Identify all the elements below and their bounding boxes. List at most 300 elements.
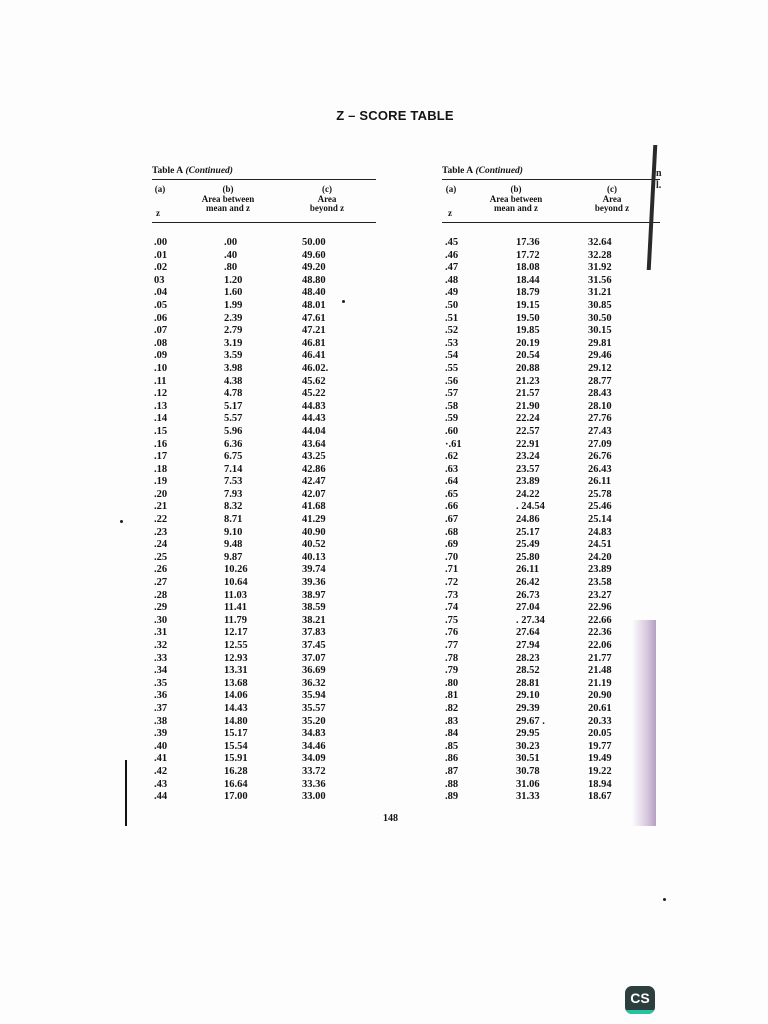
- z-value: .49: [445, 287, 459, 299]
- area-beyond-z: 26.76: [588, 451, 612, 463]
- z-label: z: [448, 208, 452, 218]
- table-row: [152, 539, 376, 552]
- area-beyond-z: 46.41: [302, 350, 326, 362]
- z-value: .50: [445, 299, 459, 311]
- table-row: [442, 363, 660, 376]
- table-row: [442, 338, 660, 351]
- table-header: [442, 180, 660, 222]
- area-between-mean-and-z: 5.17: [224, 400, 243, 412]
- table-row: [152, 766, 376, 779]
- table-row: [442, 703, 660, 716]
- table-row: [442, 791, 660, 804]
- area-between-mean-and-z: 11.41: [224, 602, 248, 614]
- area-beyond-z: 42.07: [302, 488, 326, 500]
- area-between-mean-and-z: 17.00: [224, 791, 248, 803]
- area-beyond-z: 44.83: [302, 400, 326, 412]
- z-value: .34: [154, 665, 168, 677]
- area-beyond-z: 28.77: [588, 375, 612, 387]
- table-row: [152, 401, 376, 414]
- table-row: [442, 653, 660, 666]
- z-value: 03: [154, 274, 165, 286]
- table-row: [442, 615, 660, 628]
- area-beyond-z: 26.43: [588, 463, 612, 475]
- area-beyond-z: 35.57: [302, 702, 326, 714]
- area-beyond-z: 23.89: [588, 564, 612, 576]
- adjacent-page-text: l.: [656, 180, 662, 191]
- table-row: [152, 350, 376, 363]
- area-between-mean-and-z: 12.17: [224, 627, 248, 639]
- z-value: .79: [445, 665, 459, 677]
- table-row: [442, 590, 660, 603]
- area-beyond-z: 28.43: [588, 388, 612, 400]
- area-between-mean-and-z: 29.39: [516, 702, 540, 714]
- table-row: [442, 237, 660, 250]
- area-between-mean-and-z: 3.59: [224, 350, 243, 362]
- z-value: .00: [154, 237, 168, 248]
- z-table-left: [152, 163, 376, 804]
- margin-pen-mark: [125, 760, 127, 826]
- z-value: .42: [154, 765, 168, 777]
- area-beyond-z: 21.19: [588, 677, 612, 689]
- area-beyond-z: 49.60: [302, 249, 326, 261]
- z-value: .44: [154, 791, 168, 803]
- area-between-mean-and-z: 22.24: [516, 413, 540, 425]
- z-value: .75: [445, 614, 459, 626]
- z-value: .18: [154, 463, 168, 475]
- col-b-header: [472, 185, 560, 214]
- z-value: .70: [445, 551, 459, 563]
- table-row: [152, 376, 376, 389]
- z-value: .88: [445, 778, 459, 790]
- z-value: .52: [445, 325, 459, 337]
- area-between-mean-and-z: 22.57: [516, 425, 540, 437]
- table-row: [442, 741, 660, 754]
- area-between-mean-and-z: 28.23: [516, 652, 540, 664]
- area-between-mean-and-z: 13.68: [224, 677, 248, 689]
- z-value: .04: [154, 287, 168, 299]
- z-value: .84: [445, 728, 459, 740]
- z-value: .30: [154, 614, 168, 626]
- area-beyond-z: 47.21: [302, 325, 326, 337]
- col-a-header: [152, 185, 168, 195]
- table-row: [442, 602, 660, 615]
- area-between-mean-and-z: 17.72: [516, 249, 540, 261]
- col-c-label-line2: beyond z: [594, 203, 630, 213]
- z-value: .51: [445, 312, 459, 324]
- table-row: [442, 627, 660, 640]
- table-row: [442, 275, 660, 288]
- area-beyond-z: 21.77: [588, 652, 612, 664]
- area-between-mean-and-z: 30.78: [516, 765, 540, 777]
- area-between-mean-and-z: 29.67 .: [516, 715, 545, 727]
- binding-shadow: [632, 620, 656, 826]
- col-b-letter: (b): [222, 184, 234, 194]
- area-between-mean-and-z: 9.48: [224, 539, 243, 551]
- col-a-header: [442, 185, 460, 195]
- table-row: [442, 325, 660, 338]
- area-beyond-z: 29.46: [588, 350, 612, 362]
- area-between-mean-and-z: 8.32: [224, 501, 243, 513]
- area-between-mean-and-z: 15.54: [224, 740, 248, 752]
- speck: [663, 898, 666, 901]
- col-c-header: [292, 185, 362, 214]
- area-beyond-z: 23.27: [588, 589, 612, 601]
- z-value: .53: [445, 337, 459, 349]
- table-row: [152, 451, 376, 464]
- area-beyond-z: 37.07: [302, 652, 326, 664]
- table-row: [152, 237, 376, 250]
- z-value: .41: [154, 753, 168, 765]
- area-between-mean-and-z: 1.60: [224, 287, 243, 299]
- z-value: .74: [445, 602, 459, 614]
- area-beyond-z: 46.81: [302, 337, 326, 349]
- table-row: [442, 476, 660, 489]
- area-between-mean-and-z: . 24.54: [516, 501, 545, 513]
- table-row: [442, 527, 660, 540]
- area-between-mean-and-z: 8.71: [224, 514, 243, 526]
- table-row: [442, 766, 660, 779]
- z-value: .65: [445, 488, 459, 500]
- area-between-mean-and-z: 20.88: [516, 362, 540, 374]
- table-row: [152, 439, 376, 452]
- area-beyond-z: 35.94: [302, 690, 326, 702]
- area-between-mean-and-z: 27.64: [516, 627, 540, 639]
- z-value: .15: [154, 425, 168, 437]
- z-value: .72: [445, 577, 459, 589]
- z-value: .39: [154, 728, 168, 740]
- z-value: .73: [445, 589, 459, 601]
- z-value: .31: [154, 627, 168, 639]
- table-row: [442, 350, 660, 363]
- area-beyond-z: 24.20: [588, 551, 612, 563]
- z-value: .06: [154, 312, 168, 324]
- area-beyond-z: 43.25: [302, 451, 326, 463]
- z-value: .60: [445, 425, 459, 437]
- area-between-mean-and-z: . 27.34: [516, 614, 545, 626]
- z-value: .24: [154, 539, 168, 551]
- area-beyond-z: 40.13: [302, 551, 326, 563]
- area-beyond-z: 24.83: [588, 526, 612, 538]
- table-header: [152, 180, 376, 222]
- area-beyond-z: 22.66: [588, 614, 612, 626]
- area-between-mean-and-z: 3.19: [224, 337, 243, 349]
- area-between-mean-and-z: 30.23: [516, 740, 540, 752]
- area-between-mean-and-z: 24.22: [516, 488, 540, 500]
- table-row: [152, 363, 376, 376]
- table-row: [442, 300, 660, 313]
- col-c-letter: (c): [322, 184, 332, 194]
- col-c-header: [582, 185, 642, 214]
- camscanner-logo: CS: [625, 986, 655, 1014]
- table-row: [442, 779, 660, 792]
- area-beyond-z: 43.64: [302, 438, 326, 450]
- table-row: [152, 250, 376, 263]
- z-value: .55: [445, 362, 459, 374]
- area-between-mean-and-z: 6.36: [224, 438, 243, 450]
- area-between-mean-and-z: 1.20: [224, 274, 243, 286]
- col-c-label-line1: Area: [317, 193, 337, 204]
- z-value: .22: [154, 514, 168, 526]
- area-beyond-z: 34.46: [302, 740, 326, 752]
- area-beyond-z: 40.52: [302, 539, 326, 551]
- area-beyond-z: 37.45: [302, 640, 326, 651]
- area-beyond-z: 38.97: [302, 589, 326, 601]
- area-beyond-z: 19.77: [588, 740, 612, 752]
- z-value: .67: [445, 514, 459, 526]
- area-between-mean-and-z: .00: [224, 237, 238, 248]
- z-value: .07: [154, 325, 168, 337]
- area-beyond-z: 39.36: [302, 577, 326, 589]
- table-row: [442, 376, 660, 389]
- area-beyond-z: 46.02.: [302, 362, 329, 374]
- z-value: .21: [154, 501, 168, 513]
- col-a-letter: (a): [154, 184, 166, 194]
- area-between-mean-and-z: 2.79: [224, 325, 243, 337]
- area-between-mean-and-z: 19.15: [516, 299, 540, 311]
- z-value: .37: [154, 702, 168, 714]
- table-row: [152, 665, 376, 678]
- z-value: .13: [154, 400, 168, 412]
- area-beyond-z: 22.36: [588, 627, 612, 639]
- z-value: .78: [445, 652, 459, 664]
- area-beyond-z: 34.83: [302, 728, 326, 740]
- area-beyond-z: 25.46: [588, 501, 612, 513]
- table-header-rule: [152, 222, 376, 223]
- area-beyond-z: 34.09: [302, 753, 326, 765]
- table-row: [152, 564, 376, 577]
- z-value: .08: [154, 337, 168, 349]
- area-beyond-z: 22.06: [588, 640, 612, 651]
- area-between-mean-and-z: 6.75: [224, 451, 243, 463]
- area-beyond-z: 24.51: [588, 539, 612, 551]
- area-beyond-z: 32.28: [588, 249, 612, 261]
- area-between-mean-and-z: 7.53: [224, 476, 243, 488]
- area-between-mean-and-z: 4.38: [224, 375, 243, 387]
- z-value: .29: [154, 602, 168, 614]
- area-beyond-z: 41.29: [302, 514, 326, 526]
- table-row: [152, 262, 376, 275]
- area-beyond-z: 20.05: [588, 728, 612, 740]
- z-value: .12: [154, 388, 168, 400]
- z-value: .89: [445, 791, 459, 803]
- area-between-mean-and-z: 31.06: [516, 778, 540, 790]
- speck: [342, 300, 345, 303]
- table-row: [152, 287, 376, 300]
- z-value: .43: [154, 778, 168, 790]
- z-value: .16: [154, 438, 168, 450]
- z-value: .68: [445, 526, 459, 538]
- area-beyond-z: 30.50: [588, 312, 612, 324]
- col-b-label-line1: Area between: [201, 193, 255, 204]
- z-value: .83: [445, 715, 459, 727]
- area-between-mean-and-z: 2.39: [224, 312, 243, 324]
- table-row: [442, 753, 660, 766]
- area-between-mean-and-z: 25.80: [516, 551, 540, 563]
- table-row: [152, 640, 376, 653]
- area-beyond-z: 27.09: [588, 438, 612, 450]
- table-row: [152, 791, 376, 804]
- table-row: [152, 716, 376, 729]
- area-beyond-z: 38.59: [302, 602, 326, 614]
- z-value: .02: [154, 262, 168, 274]
- z-value: .40: [154, 740, 168, 752]
- table-row: [442, 577, 660, 590]
- area-between-mean-and-z: 9.10: [224, 526, 243, 538]
- z-value: .23: [154, 526, 168, 538]
- area-between-mean-and-z: 28.81: [516, 677, 540, 689]
- area-between-mean-and-z: 10.26: [224, 564, 248, 576]
- area-between-mean-and-z: 19.50: [516, 312, 540, 324]
- area-between-mean-and-z: 18.79: [516, 287, 540, 299]
- area-between-mean-and-z: 27.04: [516, 602, 540, 614]
- table-row: [152, 476, 376, 489]
- area-beyond-z: 31.21: [588, 287, 612, 299]
- area-beyond-z: 32.64: [588, 237, 612, 248]
- col-b-letter: (b): [510, 184, 522, 194]
- area-between-mean-and-z: 21.23: [516, 375, 540, 387]
- speck: [120, 520, 123, 523]
- z-value: .71: [445, 564, 459, 576]
- area-between-mean-and-z: 21.90: [516, 400, 540, 412]
- area-beyond-z: 21.48: [588, 665, 612, 677]
- table-row: [152, 577, 376, 590]
- table-row: [442, 464, 660, 477]
- table-row: [152, 703, 376, 716]
- area-beyond-z: 26.11: [588, 476, 612, 488]
- z-value: .57: [445, 388, 459, 400]
- table-row: [442, 678, 660, 691]
- z-value: .01: [154, 249, 168, 261]
- area-between-mean-and-z: 24.86: [516, 514, 540, 526]
- table-row: [152, 627, 376, 640]
- table-caption-suffix: (Continued): [475, 166, 523, 176]
- area-beyond-z: 41.68: [302, 501, 326, 513]
- area-beyond-z: 18.94: [588, 778, 612, 790]
- area-between-mean-and-z: 20.54: [516, 350, 540, 362]
- area-between-mean-and-z: 15.17: [224, 728, 248, 740]
- col-a-letter: (a): [445, 184, 457, 194]
- area-between-mean-and-z: 31.33: [516, 791, 540, 803]
- area-beyond-z: 47.61: [302, 312, 326, 324]
- table-row: [442, 401, 660, 414]
- table-row: [152, 514, 376, 527]
- table-row: [152, 501, 376, 514]
- area-between-mean-and-z: 16.28: [224, 765, 248, 777]
- z-value: .25: [154, 551, 168, 563]
- table-row: [152, 590, 376, 603]
- area-beyond-z: 33.36: [302, 778, 326, 790]
- area-beyond-z: 25.78: [588, 488, 612, 500]
- area-between-mean-and-z: 29.95: [516, 728, 540, 740]
- table-row: [152, 527, 376, 540]
- z-value: .56: [445, 375, 459, 387]
- table-row: [152, 552, 376, 565]
- area-between-mean-and-z: 7.93: [224, 488, 243, 500]
- z-value: .27: [154, 577, 168, 589]
- area-between-mean-and-z: 21.57: [516, 388, 540, 400]
- area-beyond-z: 20.33: [588, 715, 612, 727]
- adjacent-page-fragment: [656, 168, 662, 192]
- col-b-label-line2: mean and z: [205, 203, 250, 213]
- area-beyond-z: 50.00: [302, 237, 326, 248]
- area-beyond-z: 35.20: [302, 715, 326, 727]
- table-row: [442, 665, 660, 678]
- table-row: [442, 388, 660, 401]
- area-beyond-z: 31.92: [588, 262, 612, 274]
- area-beyond-z: 19.49: [588, 753, 612, 765]
- area-between-mean-and-z: 4.78: [224, 388, 243, 400]
- area-between-mean-and-z: 7.14: [224, 463, 243, 475]
- table-row: [442, 413, 660, 426]
- z-value: .28: [154, 589, 168, 601]
- area-between-mean-and-z: 3.98: [224, 362, 243, 374]
- table-row: [442, 564, 660, 577]
- area-beyond-z: 30.15: [588, 325, 612, 337]
- table-caption: [152, 163, 376, 179]
- area-between-mean-and-z: 13.31: [224, 665, 248, 677]
- area-beyond-z: 18.67: [588, 791, 612, 803]
- table-row: [442, 439, 660, 452]
- z-value: .48: [445, 274, 459, 286]
- area-beyond-z: 20.90: [588, 690, 612, 702]
- area-beyond-z: 48.01: [302, 299, 326, 311]
- z-value: .05: [154, 299, 168, 311]
- z-value: .17: [154, 451, 168, 463]
- col-c-label-line1: Area: [602, 193, 622, 204]
- z-value: .35: [154, 677, 168, 689]
- page-number: 148: [383, 813, 398, 824]
- area-between-mean-and-z: 26.42: [516, 577, 540, 589]
- table-row: [152, 602, 376, 615]
- z-value: .59: [445, 413, 459, 425]
- area-beyond-z: 22.96: [588, 602, 612, 614]
- area-between-mean-and-z: 25.17: [516, 526, 540, 538]
- area-between-mean-and-z: 16.64: [224, 778, 248, 790]
- table-row: [152, 275, 376, 288]
- table-row: [152, 313, 376, 326]
- area-between-mean-and-z: 22.91: [516, 438, 540, 450]
- table-row: [152, 779, 376, 792]
- area-beyond-z: 38.21: [302, 614, 326, 626]
- z-value: .80: [445, 677, 459, 689]
- adjacent-page-text: n: [656, 168, 662, 179]
- table-row: [152, 325, 376, 338]
- z-value: .63: [445, 463, 459, 475]
- area-beyond-z: 27.76: [588, 413, 612, 425]
- area-beyond-z: 36.69: [302, 665, 326, 677]
- area-between-mean-and-z: 20.19: [516, 337, 540, 349]
- table-row: [442, 552, 660, 565]
- area-beyond-z: 39.74: [302, 564, 326, 576]
- z-value: .64: [445, 476, 459, 488]
- table-row: [152, 413, 376, 426]
- z-value: .19: [154, 476, 168, 488]
- table-row: [442, 426, 660, 439]
- table-row: [152, 464, 376, 477]
- area-beyond-z: 44.43: [302, 413, 326, 425]
- area-between-mean-and-z: 14.80: [224, 715, 248, 727]
- area-between-mean-and-z: 17.36: [516, 237, 540, 248]
- area-beyond-z: 30.85: [588, 299, 612, 311]
- area-between-mean-and-z: 28.52: [516, 665, 540, 677]
- table-row: [152, 690, 376, 703]
- table-row: [442, 250, 660, 263]
- area-beyond-z: 42.47: [302, 476, 326, 488]
- z-value: .47: [445, 262, 459, 274]
- area-beyond-z: 23.58: [588, 577, 612, 589]
- z-value: ·.61: [445, 438, 462, 450]
- page-title: Z – SCORE TABLE: [336, 108, 454, 123]
